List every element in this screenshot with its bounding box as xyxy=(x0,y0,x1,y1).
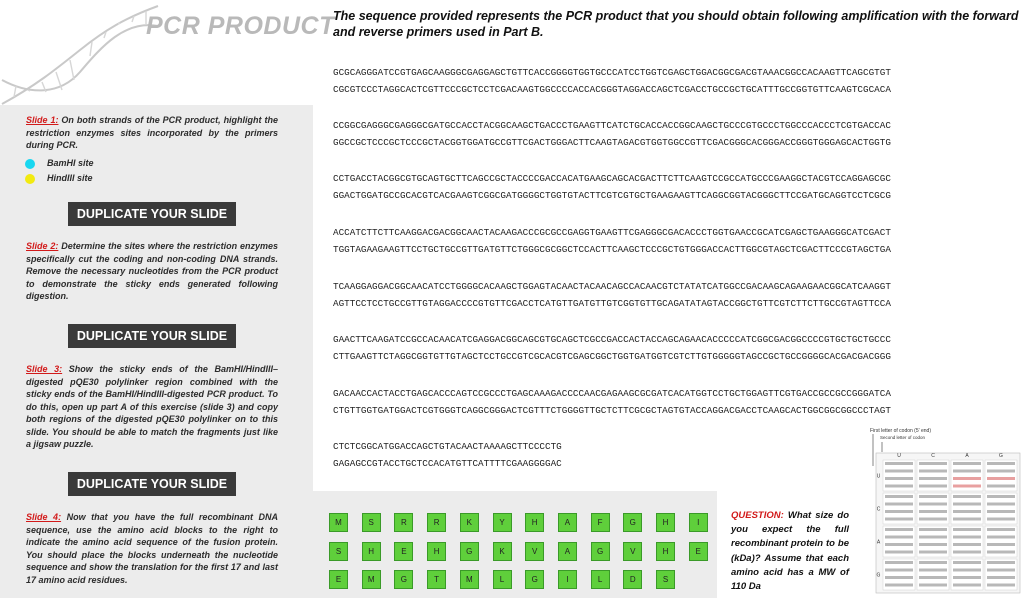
slide-1-instructions: Slide 1: On both strands of the PCR product, highlight the restriction enzymes sites incorporated by the primers during PCR. xyxy=(26,115,279,150)
intro-text: The sequence provided represents the PCR product that you should obtain following amplification with the forward and reverse primers used in Part B. xyxy=(333,9,1019,39)
amino-acid-block[interactable]: G xyxy=(623,513,642,532)
amino-acid-block[interactable]: D xyxy=(623,570,642,589)
sequence-block xyxy=(333,278,1011,312)
sequence-block xyxy=(333,170,1011,204)
slide-4-instructions: Slide 4: Now that you have the full recombinant DNA sequence, use the amino acid blocks to the right to indicate the amino acid sequence of the fusion protein. You should place the blocks underneath the nucleotide sequence and show the translation for the first 17 and last 17 amino acid residues. xyxy=(26,512,278,585)
amino-acid-block[interactable]: K xyxy=(460,513,479,532)
coding-strand: CCTGACCTACGGCGTGCAGTGCTTCAGCCGCTACCCCGACCACATGAAGCAGCACGACTTCTTCAAGTCCGCCATGCCCGAAGGCTACGTCCAGGAGCGC xyxy=(333,173,891,184)
amino-acid-block[interactable]: R xyxy=(394,513,413,532)
template-strand: GGCCGCTCCCGCTCCCGCTACGGTGGATGCCGTTCGACTGGGACTTCAAGTAGACGTGGTGGCCGTTCGACGGGCACGGGACCGGGTGGGAGCACTGGTG xyxy=(333,137,891,148)
legend-hindiii: HindIII site xyxy=(25,173,93,184)
codon-row-header: A xyxy=(876,539,881,546)
page-title: PCR PRODUCT xyxy=(146,12,335,40)
template-strand: CTGTTGGTGATGGACTCGTGGGTCAGGCGGGACTCGTTTCTGGGGTTGCTCTTCGCGCTAGTGTACCAGGACGACCTCAAGCACTGGCGGCGGCCCTAGT xyxy=(333,405,891,416)
amino-acid-block[interactable]: S xyxy=(362,513,381,532)
amino-acid-block[interactable]: H xyxy=(362,542,381,561)
amino-acid-block[interactable]: K xyxy=(493,542,512,561)
sequence-block xyxy=(333,331,1011,365)
amino-acid-block[interactable]: E xyxy=(329,570,348,589)
amino-acid-block[interactable]: I xyxy=(689,513,708,532)
amino-acid-block[interactable]: T xyxy=(427,570,446,589)
duplicate-slide-button[interactable]: DUPLICATE YOUR SLIDE xyxy=(68,202,236,226)
amino-acid-block[interactable]: G xyxy=(394,570,413,589)
slide-2-instructions: Slide 2: Determine the sites where the restriction enzymes specifically cut the coding and non-coding DNA strands. Remove the necessary nucleotides from the PCR product to demonstrate the sticky ends generated following digestion. xyxy=(26,241,278,301)
amino-acid-block[interactable]: R xyxy=(427,513,446,532)
sequence-block xyxy=(333,224,1011,258)
amino-acid-block[interactable]: I xyxy=(558,570,577,589)
amino-acid-block[interactable]: Y xyxy=(493,513,512,532)
coding-strand: GCGCAGGGATCCGTGAGCAAGGGCGAGGAGCTGTTCACCGGGGTGGTGCCCATCCTGGTCGAGCTGGACGGCGACGTAAACGGCCACAAGTTCAGCGTGT xyxy=(333,67,891,78)
amino-acid-block[interactable]: L xyxy=(591,570,610,589)
coding-strand: TCAAGGAGGACGGCAACATCCTGGGGCACAAGCTGGAGTACAACTACAACAGCCACAACGTCTATATCATGGCCGACAAGCAGAAGAACGGCATCAAGGT xyxy=(333,281,891,292)
template-strand: AGTTCCTCCTGCCGTTGTAGGACCCCGTGTTCGACCTCATGTTGATGTTGTCGGTGTTGCAGATATAGTACCGGCTGTTCGTCTTCTTGCCGTAGTTCCA xyxy=(333,298,891,309)
codon-table xyxy=(870,426,1022,594)
template-strand: GAGAGCCGTACCTGCTCCACATGTTCATTTTCGAAGGGGAC xyxy=(333,458,562,469)
amino-acid-block[interactable]: F xyxy=(591,513,610,532)
duplicate-slide-button[interactable]: DUPLICATE YOUR SLIDE xyxy=(68,472,236,496)
amino-acid-block[interactable]: E xyxy=(394,542,413,561)
amino-acid-block[interactable]: G xyxy=(525,570,544,589)
amino-acid-block[interactable]: L xyxy=(493,570,512,589)
template-strand: TGGTAGAAGAAGTTCCTGCTGCCGTTGATGTTCTGGGCGCGGCTCCACTTCAAGCTCCCGCTGTGGGACCACTTGGCGTAGCTCGACTTCCCGTAGCTGA xyxy=(333,244,891,255)
codon-row-header: C xyxy=(876,506,881,513)
question-text: QUESTION: What size do you expect the full recombinant protein to be (kDa)? Assume that each amino acid has a MW of 110 Da xyxy=(731,510,849,593)
codon-row-header: G xyxy=(876,572,881,579)
coding-strand: GACAACCACTACCTGAGCACCCAGTCCGCCCTGAGCAAAGACCCCAACGAGAAGCGCGATCACATGGTCCTGCTGGAGTTCGTGACCGCCGCCGGGATCA xyxy=(333,388,891,399)
amino-acid-block[interactable]: V xyxy=(525,542,544,561)
amino-acid-block[interactable]: H xyxy=(656,542,675,561)
sequence-block xyxy=(333,117,1011,151)
amino-acid-block[interactable]: E xyxy=(689,542,708,561)
amino-acid-block[interactable]: G xyxy=(591,542,610,561)
codon-table-title: First letter of codon (5' end) xyxy=(870,428,931,434)
template-strand: CGCGTCCCTAGGCACTCGTTCCCGCTCCTCGACAAGTGGCCCCACCACGGGTAGGACCAGCTCGACCTGCCGCTGCATTTGCCGGTGTTCAAGTCGCACA xyxy=(333,84,891,95)
coding-strand: GAACTTCAAGATCCGCCACAACATCGAGGACGGCAGCGTGCAGCTCGCCGACCACTACCAGCAGAACACCCCCATCGGCGACGGCCCCGTGCTGCTGCCC xyxy=(333,334,891,345)
amino-acid-block[interactable]: M xyxy=(362,570,381,589)
amino-acid-block[interactable]: H xyxy=(427,542,446,561)
template-strand: CTTGAAGTTCTAGGCGGTGTTGTAGCTCCTGCCGTCGCACGTCGAGCGGCTGGTGATGGTCGTCTTGTGGGGGTAGCCGCTGCCGGGGCACGACGACGGG xyxy=(333,351,891,362)
legend-bamhi: BamHI site xyxy=(25,158,94,169)
sequence-block xyxy=(333,385,1011,419)
codon-col-header: A xyxy=(965,453,969,459)
amino-acid-block[interactable]: M xyxy=(460,570,479,589)
slide-3-instructions: Slide 3: Show the sticky ends of the BamHI/HindIII–digested pQE30 polylinker region combined with the sticky ends of the BamHI/HindIII-digested PCR product. To do this, open up part A of this exercise (slide 3) and copy both regions of the digested pQE30 polylinker on to this slide. You should be able to match the fragments just like a jigsaw puzzle. xyxy=(26,364,279,449)
coding-strand: ACCATCTTCTTCAAGGACGACGGCAACTACAAGACCCGCGCCGAGGTGAAGTTCGAGGGCGACACCCTGGTGAACCGCATCGAGCTGAAGGGCATCGACT xyxy=(333,227,891,238)
amino-acid-block[interactable]: H xyxy=(656,513,675,532)
amino-acid-block[interactable]: H xyxy=(525,513,544,532)
codon-col-header: G xyxy=(999,453,1003,459)
amino-acid-block[interactable]: G xyxy=(460,542,479,561)
amino-acid-block[interactable]: S xyxy=(329,542,348,561)
codon-table-second-label: Second letter of codon xyxy=(880,435,926,440)
coding-strand: CTCTCGGCATGGACCAGCTGTACAACTAAAAGCTTCCCCTG xyxy=(333,441,562,452)
amino-acid-block[interactable]: V xyxy=(623,542,642,561)
amino-acid-block[interactable]: M xyxy=(329,513,348,532)
template-strand: GGACTGGATGCCGCACGTCACGAAGTCGGCGATGGGGCTGGTGTACTTCGTCGTGCTGAAGAAGTTCAGGCGGTACGGGCTTCCGATGCAGGTCCTCGCG xyxy=(333,190,891,201)
codon-col-header: U xyxy=(897,453,901,459)
amino-acid-block[interactable]: A xyxy=(558,513,577,532)
bamhi-color-dot xyxy=(25,159,35,169)
dna-helix-icon xyxy=(0,0,160,112)
sequence-block xyxy=(333,64,1011,98)
hindiii-color-dot xyxy=(25,174,35,184)
amino-acid-block[interactable]: S xyxy=(656,570,675,589)
codon-row-header: U xyxy=(876,473,881,480)
duplicate-slide-button[interactable]: DUPLICATE YOUR SLIDE xyxy=(68,324,236,348)
coding-strand: CCGGCGAGGGCGAGGGCGATGCCACCTACGGCAAGCTGACCCTGAAGTTCATCTGCACCACCGGCAAGCTGCCCGTGCCCTGGCCCACCCTCGTGACCAC xyxy=(333,120,891,131)
codon-col-header: C xyxy=(931,453,935,459)
amino-acid-block[interactable]: A xyxy=(558,542,577,561)
